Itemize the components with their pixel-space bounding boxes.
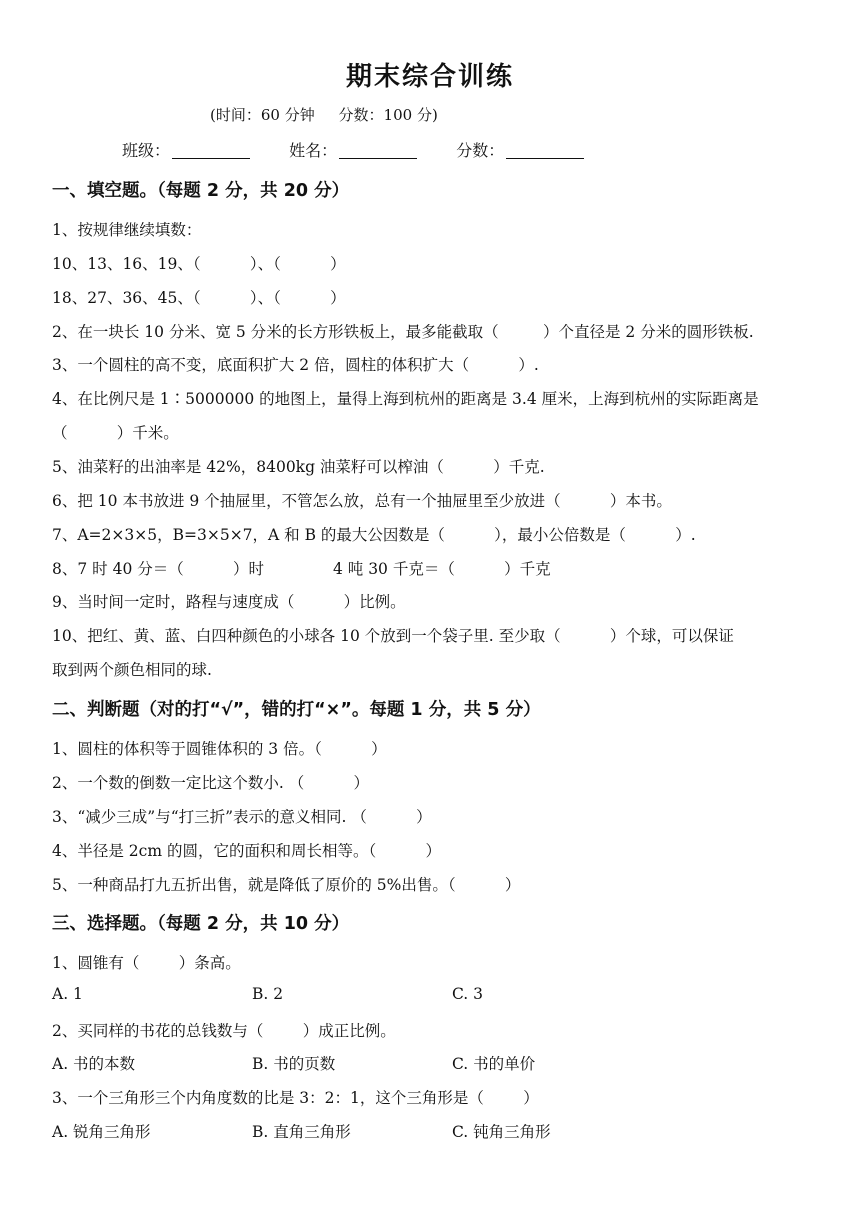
question-line: 9、当时间一定时，路程与速度成（ ）比例。 bbox=[52, 593, 406, 611]
choice-option-c[interactable]: C. 书的单价 bbox=[452, 1055, 536, 1073]
question-line: 7、A=2×3×5，B=3×5×7，A 和 B 的最大公因数是（ ），最小公倍数是（ ）. bbox=[52, 526, 696, 544]
question-line: 取到两个颜色相同的球. bbox=[52, 661, 212, 679]
choice-option-a[interactable]: A. 锐角三角形 bbox=[52, 1123, 151, 1141]
question-line: （ ）千米。 bbox=[52, 424, 179, 442]
question-line: 18、27、36、45、（ ）、（ ） bbox=[52, 289, 346, 307]
question-line: 1、按规律继续填数： bbox=[52, 221, 202, 239]
choice-option-a[interactable]: A. 书的本数 bbox=[52, 1055, 136, 1073]
question-line: 6、把 10 本书放进 9 个抽屉里，不管怎么放，总有一个抽屉里至少放进（ ）本书。 bbox=[52, 492, 672, 510]
choice-option-a[interactable]: A. 1 bbox=[52, 985, 83, 1003]
question-stem: 3、一个三角形三个内角度数的比是 3：2：1，这个三角形是（ ） bbox=[52, 1089, 539, 1107]
question-line: 1、圆柱的体积等于圆锥体积的 3 倍。（ ） bbox=[52, 740, 387, 758]
question-line: 10、把红、黄、蓝、白四种颜色的小球各 10 个放到一个袋子里. 至少取（ ）个球，可以保证 bbox=[52, 627, 734, 645]
question-line: 4、半径是 2cm 的圆，它的面积和周长相等。（ ） bbox=[52, 842, 441, 860]
question-line: 2、一个数的倒数一定比这个数小. （ ） bbox=[52, 774, 369, 792]
section-heading-true-false: 二、判断题（对的打“√”，错的打“×”。每题 1 分，共 5 分） bbox=[52, 700, 541, 720]
question-line: 3、“减少三成”与“打三折”表示的意义相同. （ ） bbox=[52, 808, 432, 826]
question-line: 3、一个圆柱的高不变，底面积扩大 2 倍，圆柱的体积扩大（ ）. bbox=[52, 356, 539, 374]
question-line: 10、13、16、19、（ ）、（ ） bbox=[52, 255, 346, 273]
score-label: 分数： bbox=[456, 141, 505, 160]
question-stem: 2、买同样的书花的总钱数与（ ）成正比例。 bbox=[52, 1022, 396, 1040]
class-blank[interactable] bbox=[172, 144, 250, 159]
name-blank[interactable] bbox=[339, 144, 417, 159]
choice-option-c[interactable]: C. 3 bbox=[452, 985, 484, 1003]
exam-time-score: (时间：60 分钟 分数：100 分) bbox=[210, 106, 438, 124]
class-field bbox=[122, 138, 250, 161]
name-label: 姓名： bbox=[289, 141, 338, 160]
name-field bbox=[289, 138, 417, 161]
question-stem: 1、圆锥有（ ）条高。 bbox=[52, 954, 241, 972]
question-line: 4、在比例尺是 1∶5000000 的地图上，量得上海到杭州的距离是 3.4 厘米，上海到杭州的实际距离是 bbox=[52, 390, 759, 408]
question-line: 5、油菜籽的出油率是 42%，8400kg 油菜籽可以榨油（ ）千克. bbox=[52, 458, 545, 476]
section-heading-fill-blank: 一、填空题。（每题 2 分，共 20 分） bbox=[52, 181, 350, 201]
choice-option-c[interactable]: C. 钝角三角形 bbox=[452, 1123, 551, 1141]
page-title: 期末综合训练 bbox=[345, 62, 514, 92]
question-line: 2、在一块长 10 分米、宽 5 分米的长方形铁板上，最多能截取（ ）个直径是 2 分米的圆形铁板. bbox=[52, 323, 754, 341]
choice-option-b[interactable]: B. 书的页数 bbox=[252, 1055, 336, 1073]
student-info-line bbox=[122, 138, 618, 161]
section-heading-multiple-choice: 三、选择题。（每题 2 分，共 10 分） bbox=[52, 914, 350, 934]
choice-option-b[interactable]: B. 2 bbox=[252, 985, 284, 1003]
choice-option-b[interactable]: B. 直角三角形 bbox=[252, 1123, 351, 1141]
score-blank[interactable] bbox=[506, 144, 584, 159]
question-line: 8、7 时 40 分＝（ ）时 4 吨 30 千克＝（ ）千克 bbox=[52, 560, 551, 578]
score-field bbox=[456, 138, 584, 161]
question-line: 5、一种商品打九五折出售，就是降低了原价的 5%出售。（ ） bbox=[52, 876, 521, 894]
class-label: 班级： bbox=[122, 141, 171, 160]
